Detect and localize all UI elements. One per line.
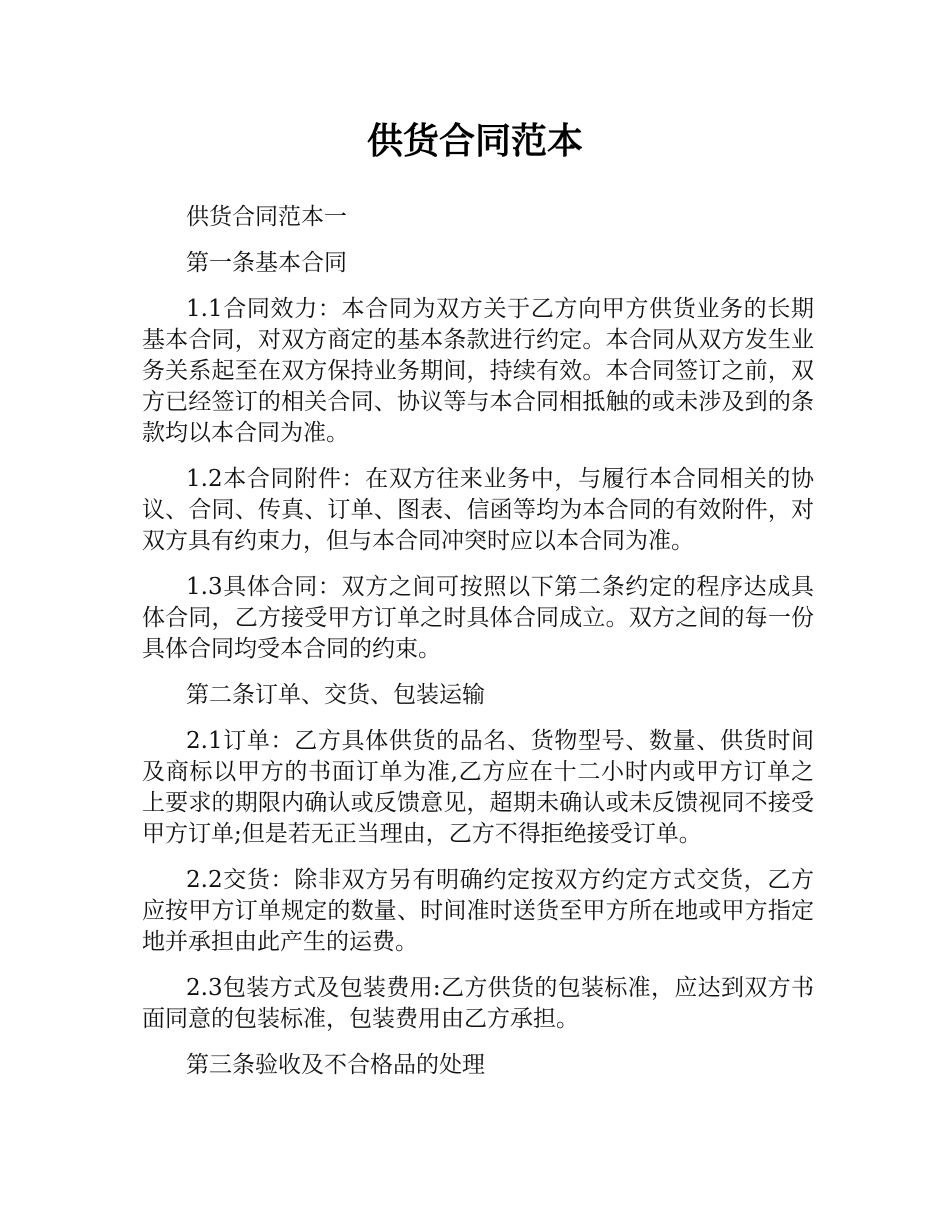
- clause-1-2: 1.2本合同附件：在双方往来业务中，与履行本合同相关的协议、合同、传真、订单、图表、信函等均为本合同的有效附件，对双方具有约束力，但与本合同冲突时应以本合同为准。: [142, 466, 814, 554]
- clause-2-3: 2.3包装方式及包装费用:乙方供货的包装标准，应达到双方书面同意的包装标准，包装费用由乙方承担。: [142, 975, 814, 1032]
- section-heading-1: 第一条基本合同: [186, 250, 347, 276]
- clause-1-1: 1.1合同效力：本合同为双方关于乙方向甲方供货业务的长期基本合同，对双方商定的基本条款进行约定。本合同从双方发生业务关系起至在双方保持业务期间，持续有效。本合同签订之前，双方已经签订的相关合同、协议等与本合同相抵触的或未涉及到的条款均以本合同为准。: [142, 296, 814, 446]
- section-heading-2: 第二条订单、交货、包装运输: [186, 682, 485, 708]
- document-body: [142, 202, 814, 1096]
- clause-2-1: 2.1订单：乙方具体供货的品名、货物型号、数量、供货时间及商标以甲方的书面订单为准,乙方应在十二小时内或甲方订单之上要求的期限内确认或反馈意见，超期未确认或未反馈视同不接受甲方订单;但是若无正当理由，乙方不得拒绝接受订单。: [142, 728, 814, 847]
- subtitle-paragraph: 供货合同范本一: [186, 204, 347, 230]
- document-title: 供货合同范本: [366, 121, 583, 162]
- clause-1-3: 1.3具体合同：双方之间可按照以下第二条约定的程序达成具体合同，乙方接受甲方订单之时具体合同成立。双方之间的每一份具体合同均受本合同的约束。: [142, 574, 814, 662]
- section-heading-3: 第三条验收及不合格品的处理: [186, 1052, 485, 1078]
- clause-2-2: 2.2交货：除非双方另有明确约定按双方约定方式交货，乙方应按甲方订单规定的数量、时间准时送货至甲方所在地或甲方指定地并承担由此产生的运费。: [142, 867, 814, 955]
